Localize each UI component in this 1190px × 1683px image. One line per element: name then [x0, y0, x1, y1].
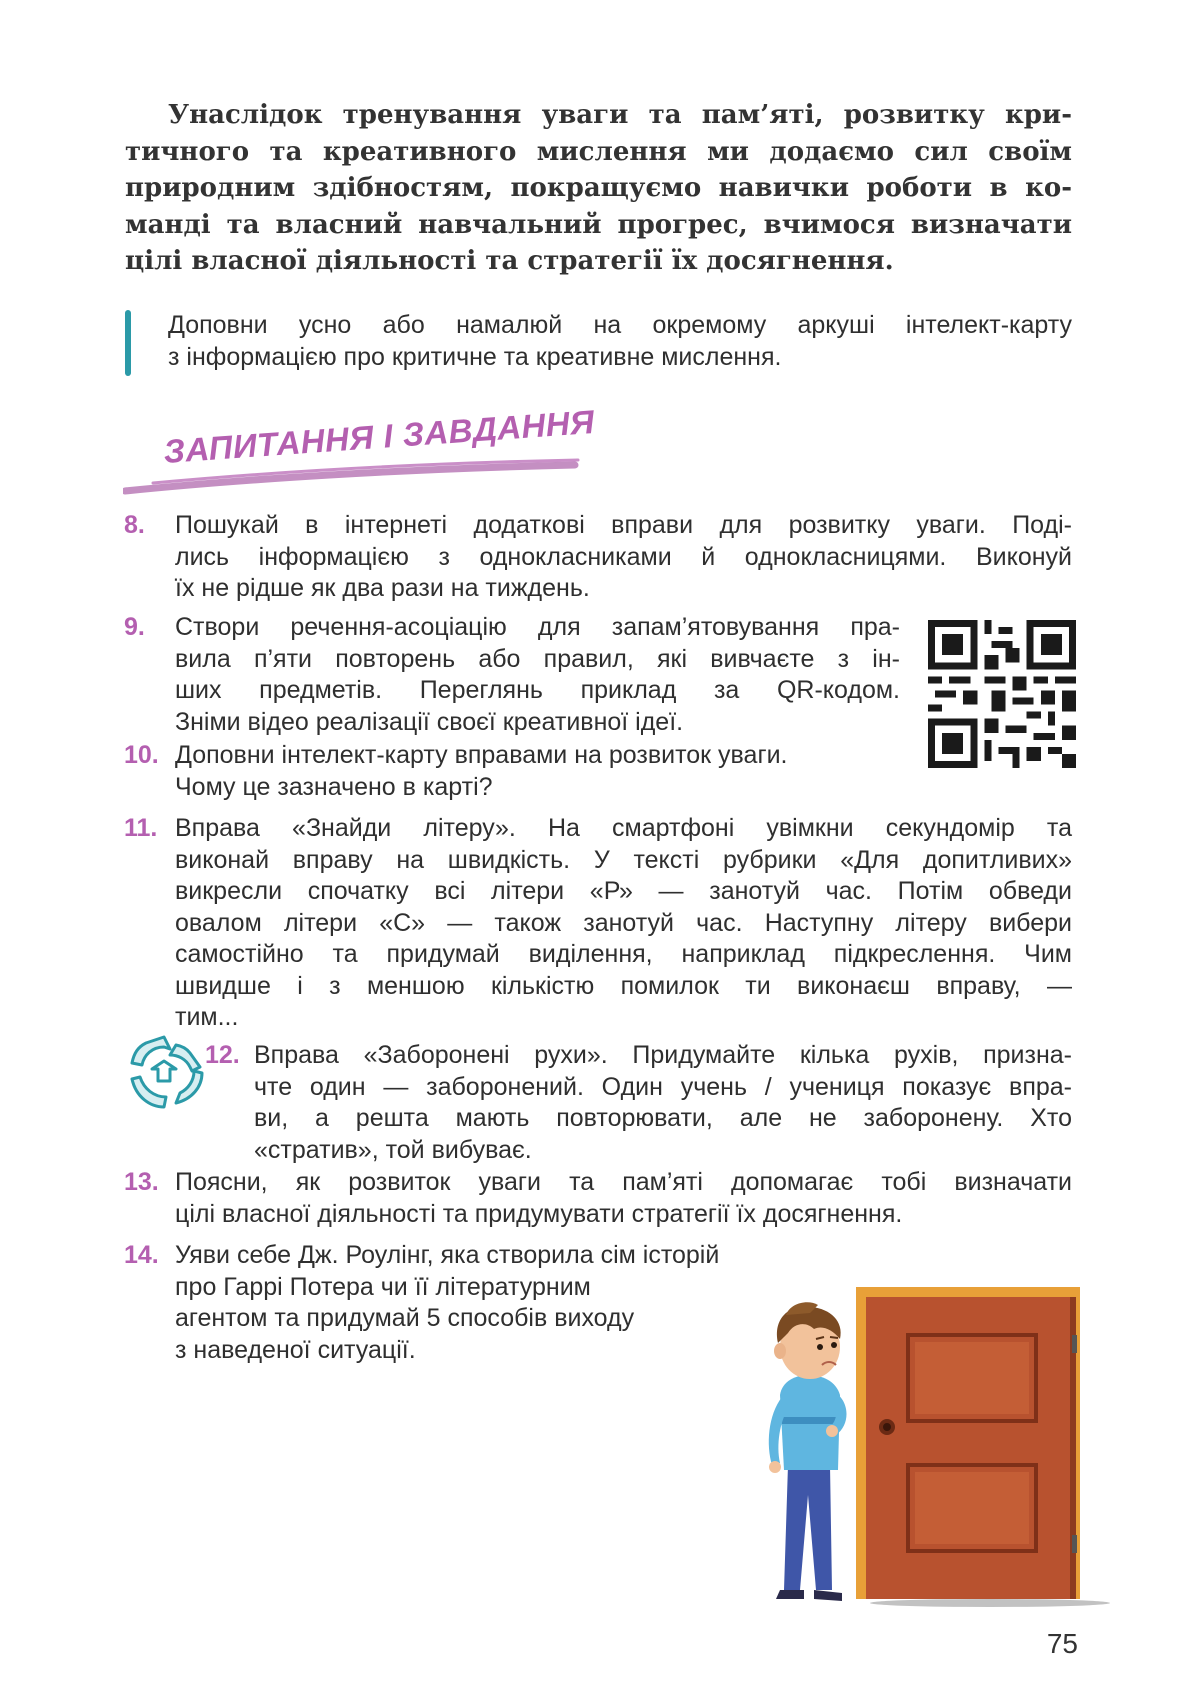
task-number: 10.	[124, 741, 159, 769]
task-item	[175, 510, 1072, 605]
task-line: вила п’яти повторень або правил, які вивчаєте з ін-	[175, 644, 900, 673]
section-title: ЗАПИТАННЯ І ЗАВДАННЯ	[162, 402, 596, 471]
intro-paragraph	[125, 97, 1072, 280]
task-line: ших предметів. Переглянь приклад за QR-кодом.	[175, 676, 900, 704]
page-number: 75	[1046, 1628, 1078, 1659]
group-work-icon	[124, 1035, 204, 1110]
intro-line: природним здібностям, покращуємо навички роботи в ко-	[125, 173, 1072, 203]
task-line: лись інформацією з однокласниками й однокласницями. Виконуй	[175, 542, 1072, 571]
task-line: їх не рідше як два рази на тиждень.	[175, 574, 590, 602]
task-line: агентом та придумай 5 способів виходу	[175, 1304, 635, 1332]
task-line: про Гаррі Потера чи її літературним	[175, 1272, 591, 1301]
task-line: Доповни інтелект-карту вправами на розвиток уваги.	[175, 741, 788, 769]
section-heading	[123, 402, 596, 505]
task-line: Створи речення-асоціацію для запам’ятовування пра-	[175, 613, 900, 641]
task-line: самостійно та придумай виділення, наприклад підкреслення. Чим	[175, 940, 1072, 968]
task-line: Зніми відео реалізації своєї креативної ідеї.	[175, 707, 684, 736]
task-item	[175, 740, 900, 803]
task-number: 13.	[124, 1168, 159, 1196]
task-item	[175, 612, 900, 738]
task-line: ви, а решта мають повторювати, але не заборонену. Хто	[254, 1104, 1072, 1132]
task-line: чте один — заборонений. Один учень / учениця показує впра-	[254, 1072, 1072, 1101]
task-line: Уяви себе Дж. Роулінг, яка створила сім історій	[175, 1241, 720, 1269]
task-line: Поясни, як розвиток уваги та пам’яті допомагає тобі визначати	[175, 1168, 1072, 1196]
intro-line: манді та власний навчальний прогрес, вчимося визначати	[125, 209, 1072, 240]
task-line: овалом літери «С» — також занотуй час. Наступну літеру вибери	[175, 908, 1072, 937]
task-line: виконай вправу на швидкість. У тексті рубрики «Для допитливих»	[175, 845, 1072, 874]
task-number: 11.	[124, 814, 158, 842]
tip-line: з інформацією про критичне та креативне мислення.	[168, 343, 782, 371]
task-line: «стратив», той вибуває.	[254, 1135, 532, 1164]
task-line: викресли спочатку всі літери «Р» — занотуй час. Потім обведи	[175, 877, 1072, 905]
task-line: тим...	[175, 1003, 239, 1031]
tip-line: Доповни усно або намалюй на окремому аркуші інтелект-карту	[168, 311, 1072, 339]
task-number: 12.	[205, 1041, 240, 1069]
task-line: Вправа «Заборонені рухи». Придумайте кілька рухів, призна-	[254, 1041, 1072, 1069]
qr-code-icon[interactable]	[928, 620, 1076, 768]
task-line: швидше і з меншою кількістю помилок ти виконаєш вправу, —	[175, 971, 1072, 1000]
task-item	[254, 1040, 1072, 1166]
task-line: Пошукай в інтернеті додаткові вправи для розвитку уваги. Поді-	[175, 511, 1072, 539]
task-item	[175, 1240, 815, 1366]
intro-line: тичного та креативного мислення ми додаємо сил своїм	[125, 136, 1072, 167]
task-item	[175, 813, 1072, 1034]
boy-at-door-illustration	[750, 1285, 1120, 1615]
task-number: 9.	[124, 613, 145, 641]
task-item	[175, 1167, 1072, 1230]
task-line: цілі власної діяльності та придумувати стратегії їх досягнення.	[175, 1199, 903, 1228]
tip-accent-bar	[125, 310, 131, 376]
intro-line: Унаслідок тренування уваги та пам’яті, розвитку кри-	[168, 100, 1072, 130]
task-number: 8.	[124, 511, 145, 539]
task-line: з наведеної ситуації.	[175, 1335, 416, 1364]
task-number: 14.	[124, 1241, 159, 1269]
intro-line: цілі власної діяльності та стратегії їх досягнення.	[125, 246, 894, 276]
task-line: Чому це зазначено в карті?	[175, 772, 493, 801]
tip-text	[168, 309, 1072, 373]
task-line: Вправа «Знайди літеру». На смартфоні увімкни секундомір та	[175, 814, 1072, 842]
